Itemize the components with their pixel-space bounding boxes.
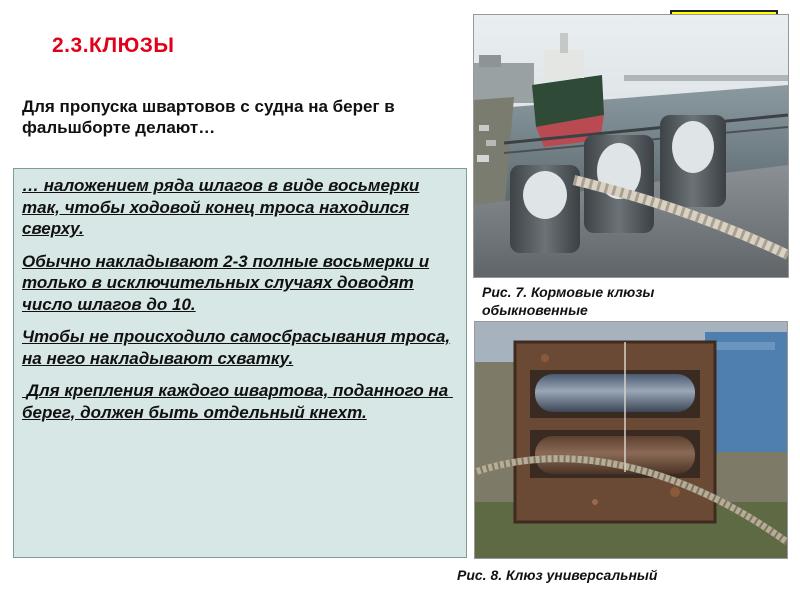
- stern-fairleads-photo: [473, 14, 789, 278]
- intro-text: Для пропуска швартовов с судна на берег в фальшборте делают…: [22, 97, 395, 137]
- info-box: [13, 168, 467, 558]
- paragraph-2: Обычно накладывают 2-3 полные восьмерки и только в исключительных случаях доводят число шлагов до 10.: [22, 251, 430, 314]
- figure-8-caption: Рис. 8. Клюз универсальный: [457, 567, 658, 583]
- paragraph-4: Для крепления каждого швартова, поданного на берег, должен быть отдельный кнехт.: [22, 381, 453, 422]
- universal-fairlead-photo: [474, 321, 788, 559]
- slide-title: 2.3.КЛЮЗЫ: [52, 34, 175, 57]
- paragraph-3: Чтобы не происходило самосбрасывания троса, на него накладывают схватку.: [22, 327, 451, 368]
- paragraph-1: … наложением ряда шлагов в виде восьмерки так, чтобы ходовой конец троса находился сверху.: [22, 176, 420, 238]
- figure-7-caption: Рис. 7. Кормовые клюзы обыкновенные: [482, 284, 655, 318]
